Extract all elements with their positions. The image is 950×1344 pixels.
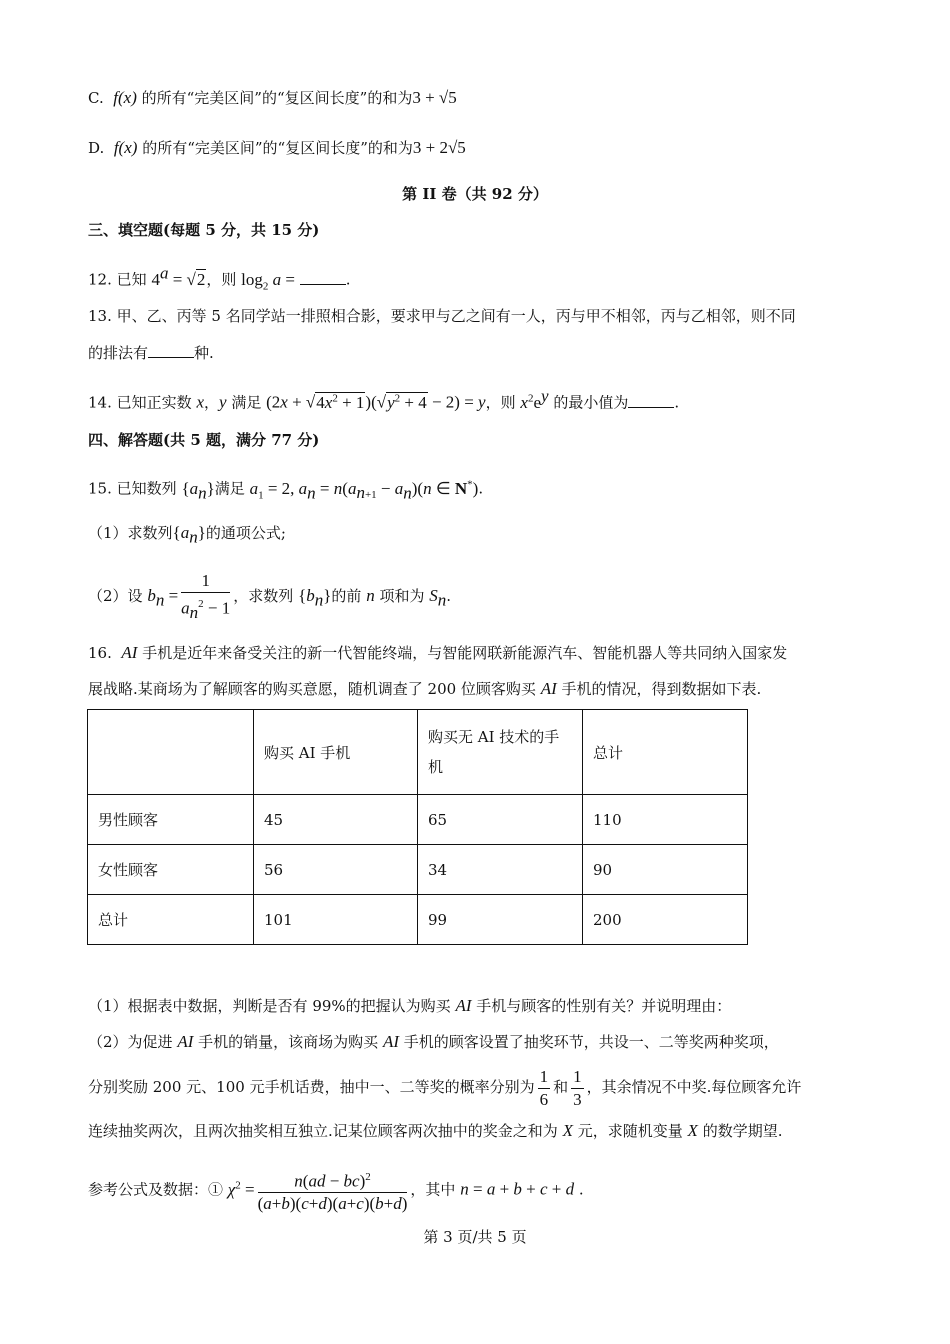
q16-ai-5: AI bbox=[382, 1032, 399, 1051]
q15-p2-text4: 项和为 bbox=[379, 587, 425, 606]
q16-line2-text1: 展战略.某商场为了解顾客的购买意愿，随机调查了 200 位顾客购买 bbox=[88, 680, 536, 698]
table-cell: 女性顾客 bbox=[88, 845, 254, 895]
q16-s3-text2: 和 bbox=[553, 1078, 569, 1096]
q13-end: 种. bbox=[194, 344, 214, 362]
option-c-text: 的所有“完美区间”的“复区间长度”的和为 bbox=[141, 89, 413, 107]
table-cell: 65 bbox=[418, 795, 583, 845]
q15-p2-seq: $\{b_n\}$ bbox=[298, 586, 332, 610]
q16-ref-text1: 参考公式及数据：① bbox=[88, 1180, 224, 1199]
q16-s1-text2: 手机与顾客的性别有关？并说明理由： bbox=[476, 997, 732, 1015]
table-header-row bbox=[88, 710, 748, 795]
table-header-cell: 总计 bbox=[583, 710, 748, 795]
q16-ref-text2: ，其中 bbox=[410, 1180, 456, 1199]
q15-text2: 满足 bbox=[214, 479, 245, 498]
table-cell: 200 bbox=[583, 895, 748, 945]
q15-num: 15. bbox=[88, 479, 112, 498]
q15-end: . bbox=[478, 479, 484, 498]
prob-frac-1-6: $\frac{1}{6}$ bbox=[539, 1066, 549, 1109]
q13-blank bbox=[148, 343, 194, 358]
table-row bbox=[88, 795, 748, 845]
q16-sub2-line2 bbox=[88, 1063, 801, 1111]
var-x: X bbox=[687, 1121, 698, 1140]
section4-title: 四、解答题(共 5 题，满分 77 分) bbox=[88, 431, 320, 449]
part2-title: 第 II 卷（共 92 分） bbox=[402, 185, 548, 203]
table-cell: 101 bbox=[254, 895, 418, 945]
var-x: X bbox=[562, 1121, 573, 1140]
q14-text1: 已知正实数 bbox=[116, 393, 192, 412]
q14-num: 14. bbox=[88, 393, 112, 412]
q16-s3-text3: ，其余情况不中奖.每位顾客允许 bbox=[586, 1078, 802, 1096]
q16-s3-text1: 分别奖励 200 元、100 元手机话费，抽中一、二等奖的概率分别为 bbox=[88, 1078, 535, 1096]
q12-num: 12. bbox=[88, 270, 112, 289]
q12-end: . bbox=[345, 270, 351, 289]
q12-formula1: $4^a = √2$ bbox=[151, 263, 206, 289]
table-cell: 90 bbox=[583, 845, 748, 895]
q15-p1-end: 的通项公式; bbox=[205, 524, 286, 542]
q16-s1-text1: （1）根据表中数据，判断是否有 99%的把握认为购买 bbox=[88, 997, 451, 1015]
q14-text3: ，则 bbox=[485, 393, 516, 412]
table-row bbox=[88, 895, 748, 945]
q16-s2-text1: （2）为促进 bbox=[88, 1033, 173, 1051]
q16-s4-text2: 元，求随机变量 bbox=[577, 1122, 683, 1140]
table-cell: 110 bbox=[583, 795, 748, 845]
q16-reference bbox=[88, 1160, 584, 1215]
q15-part2 bbox=[88, 570, 451, 624]
table-header-cell bbox=[88, 710, 254, 795]
q15-p2-end: . bbox=[446, 587, 452, 606]
q16-sub1 bbox=[88, 996, 731, 1016]
chi-square-frac: $\frac{n(ad - bc)^2}{(a+b)(c+d)(a+c)(b+d)}$ bbox=[258, 1166, 408, 1216]
q15-p2-sn: $S_n$ bbox=[429, 586, 447, 610]
question-14: 14. 已知正实数 x，y 满足 $(2x + √4x^2 + 1)(√y^2 + 4 - 2) = y$，则 $x^2e^y$ 的最小值为 . bbox=[88, 386, 680, 412]
option-d-func: f(x) bbox=[113, 138, 138, 157]
table-cell: 45 bbox=[254, 795, 418, 845]
option-d-label: D. bbox=[88, 139, 105, 157]
q12-text2: ，则 bbox=[206, 270, 237, 289]
question-12 bbox=[88, 263, 351, 296]
q16-line2 bbox=[88, 679, 761, 699]
q15-p2-n: n bbox=[366, 586, 375, 606]
chi-square-lhs: $\chi^2$ = bbox=[227, 1179, 255, 1199]
table-cell: 男性顾客 bbox=[88, 795, 254, 845]
table-row bbox=[88, 845, 748, 895]
q14-text4: 的最小值为 bbox=[553, 393, 629, 412]
page-footer: 第 3 页/共 5 页 bbox=[423, 1228, 527, 1246]
q14-equation: $(2x + √4x^2 + 1)(√y^2 + 4 - 2) = y$ bbox=[266, 392, 486, 412]
q16-ai-1: AI bbox=[121, 643, 138, 662]
q14-expr: $x^2e^y$ bbox=[520, 386, 549, 412]
option-c-label: C. bbox=[88, 89, 104, 107]
q15-p1-text: （1）求数列 bbox=[88, 524, 173, 542]
q15-text1: 已知数列 bbox=[116, 479, 177, 498]
section3-title: 三、填空题(每题 5 分，共 15 分) bbox=[88, 221, 320, 239]
option-c-value: 3 + √5 bbox=[412, 88, 457, 107]
prob-frac-1-3: $\frac{1}{3}$ bbox=[573, 1066, 582, 1109]
question-13-line1: 13. 甲、乙、丙等 5 名同学站一排照相合影，要求甲与乙之间有一人，丙与甲不相邻，丙与乙相邻，则不同 bbox=[88, 307, 796, 325]
option-c-func: f(x) bbox=[113, 88, 137, 107]
table-cell: 总计 bbox=[88, 895, 254, 945]
option-c bbox=[88, 88, 457, 108]
q12-blank bbox=[300, 270, 346, 285]
survey-table bbox=[87, 709, 748, 945]
table-cell: 56 bbox=[254, 845, 418, 895]
q14-text2: 满足 bbox=[231, 393, 262, 412]
q16-s4-text1: 连续抽奖两次，且两次抽奖相互独立.记某位顾客两次抽中的奖金之和为 bbox=[88, 1122, 558, 1140]
q14-vars: x bbox=[196, 392, 204, 412]
question-15 bbox=[88, 474, 483, 505]
q15-p2-frac: $\frac{1}{a_n^2 - 1}$ bbox=[181, 571, 231, 623]
table-cell: 99 bbox=[418, 895, 583, 945]
q15-seq: $\{a_n\}$ bbox=[181, 478, 215, 503]
n-formula: n = a + b + c + d bbox=[460, 1179, 575, 1199]
q15-p2-text1: （2）设 bbox=[88, 587, 143, 606]
q13-text: 的排法有 bbox=[88, 344, 149, 362]
q16-s2-text3: 手机的顾客设置了抽奖环节，共设一、二等奖两种奖项， bbox=[403, 1033, 779, 1051]
question-13-line2 bbox=[88, 343, 214, 363]
q16-ai-2: AI bbox=[540, 679, 557, 698]
q15-p2-bn: $b_n$ = bbox=[147, 586, 179, 610]
q16-sub2 bbox=[88, 1032, 779, 1052]
table-header-cell: 购买 AI 手机 bbox=[254, 710, 418, 795]
q15-p2-text2: ，求数列 bbox=[233, 587, 294, 606]
q16-line1-text: 手机是近年来备受关注的新一代智能终端，与智能网联新能源汽车、智能机器人等共同纳入国家发 bbox=[142, 644, 788, 662]
q16-line2-text2: 手机的情况，得到数据如下表. bbox=[561, 680, 762, 698]
q14-blank bbox=[628, 393, 674, 408]
option-d bbox=[88, 138, 466, 158]
q16-sub2-line3 bbox=[88, 1121, 782, 1141]
q15-p2-text3: 的前 bbox=[331, 587, 362, 606]
q15-part1 bbox=[88, 523, 286, 547]
q16-ai-4: AI bbox=[177, 1032, 194, 1051]
q15-formula: $a_1 = 2$, $a_n = n(a_{n+1} - a_n)(n$ ∈ N*) bbox=[249, 478, 479, 503]
q14-end: . bbox=[674, 393, 680, 412]
q12-text1: 已知 bbox=[116, 270, 147, 289]
table-header-cell: 购买无 AI 技术的手机 bbox=[418, 710, 583, 795]
q16-ref-end: . bbox=[578, 1180, 584, 1199]
q15-p1-seq: $\{a_n\}$ bbox=[172, 523, 206, 547]
option-d-value: 3 + 2√5 bbox=[412, 138, 466, 157]
q16-s4-text3: 的数学期望. bbox=[702, 1122, 783, 1140]
table-cell: 34 bbox=[418, 845, 583, 895]
q16-line1 bbox=[88, 643, 787, 663]
q16-ai-3: AI bbox=[455, 996, 472, 1015]
q16-s2-text2: 手机的销量，该商场为购买 bbox=[198, 1033, 379, 1051]
q16-num: 16. bbox=[88, 644, 112, 662]
q12-formula2: $\log_2 a$ = bbox=[241, 269, 295, 293]
option-d-text: 的所有“完美区间”的“复区间长度”的和为 bbox=[142, 139, 413, 157]
